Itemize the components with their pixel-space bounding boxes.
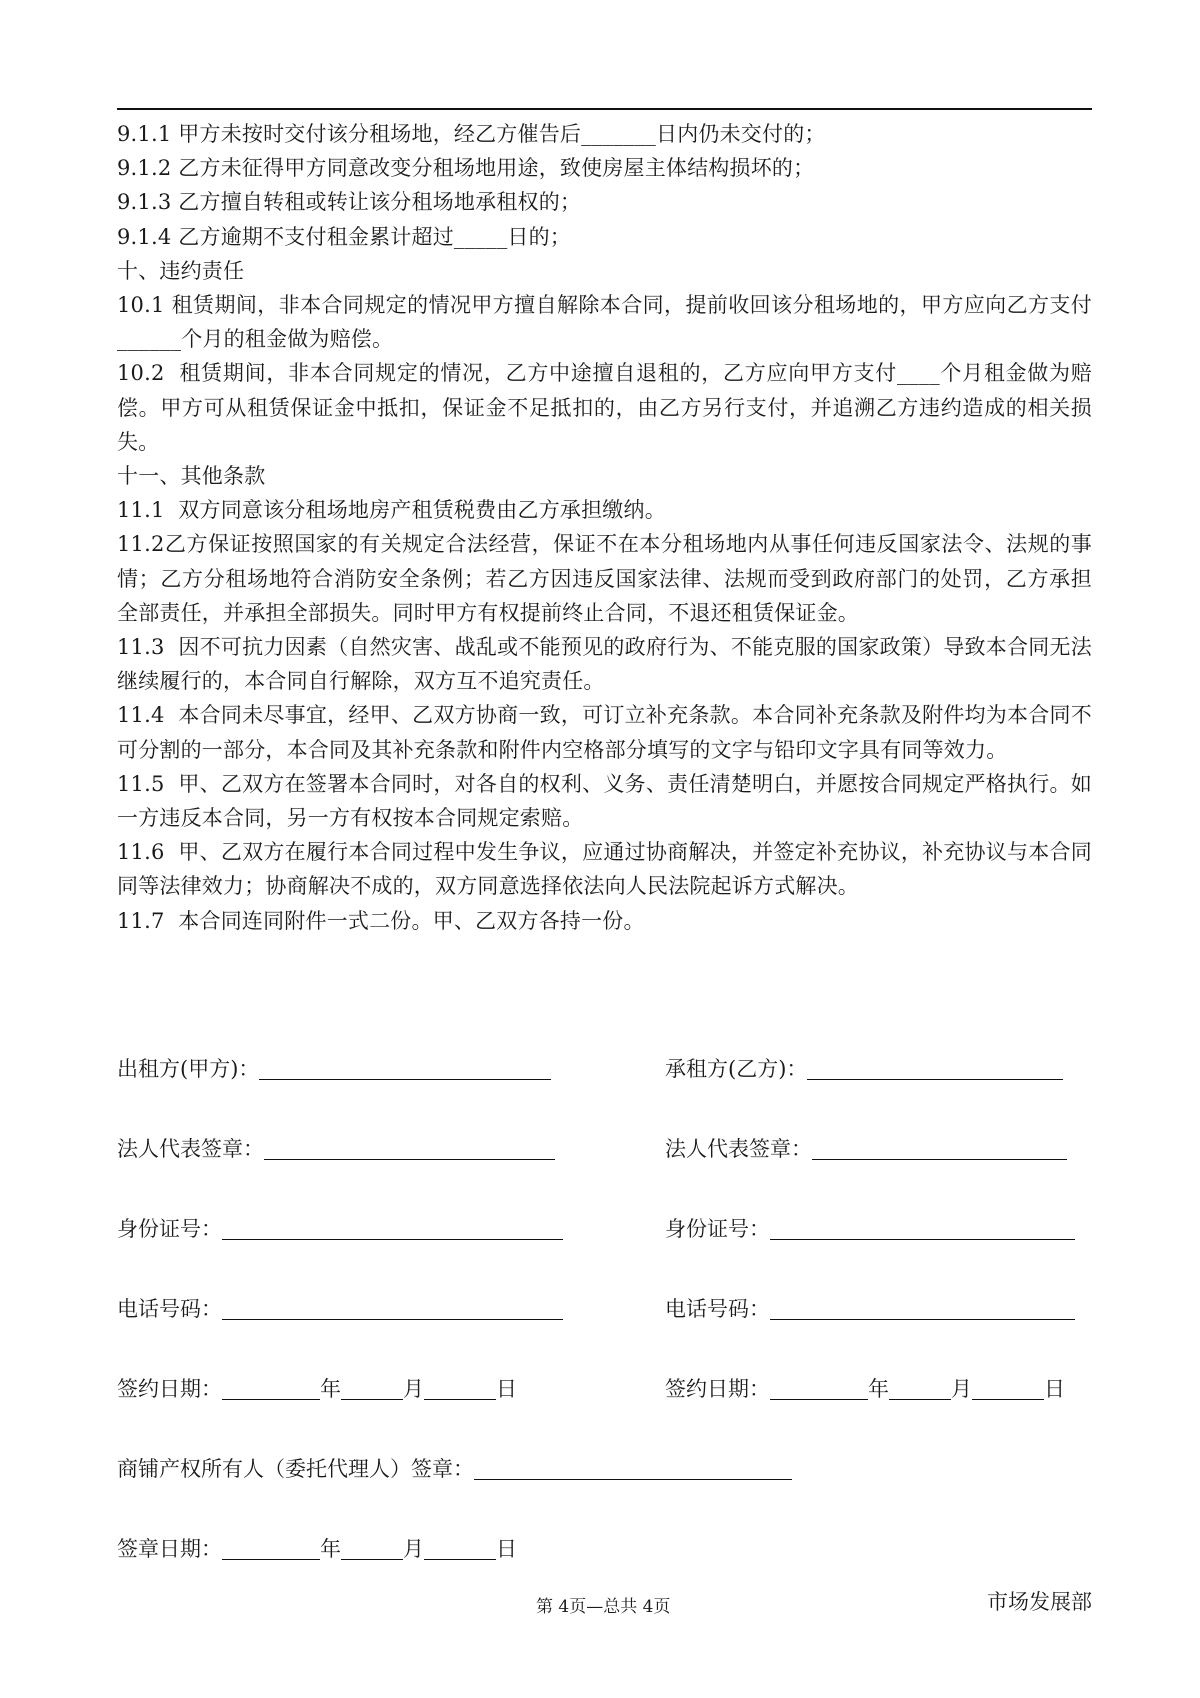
id-right-line[interactable] [770,1217,1075,1240]
seal-date-day-line[interactable] [424,1537,496,1560]
clause-11-3: 11.3 因不可抗力因素（自然灾害、战乱或不能预见的政府行为、不能克服的国家政策）导致本合同无法继续履行的，本合同自行解除，双方互不追究责任。 [117,635,1092,694]
header-rule [117,108,1092,110]
legal-rep-left-label: 法人代表签章： [117,1137,264,1161]
legal-rep-left-row [117,1134,555,1164]
id-right-row [665,1214,1075,1244]
owner-row [117,1454,792,1484]
legal-rep-right-line[interactable] [812,1137,1067,1160]
lessor-signature-line[interactable] [259,1057,551,1080]
phone-left-row [117,1294,563,1324]
year-label: 年 [320,1537,341,1561]
owner-signature-line[interactable] [474,1457,792,1480]
day-label: 日 [496,1377,517,1401]
sign-date-right-day-line[interactable] [972,1377,1044,1400]
clause-9-1-4: 9.1.4 乙方逾期不支付租金累计超过_____日的； [117,224,572,249]
section-heading-11: 十一、其他条款 [117,464,266,489]
owner-label: 商铺产权所有人（委托代理人）签章： [117,1457,474,1481]
id-left-line[interactable] [222,1217,563,1240]
legal-rep-right-row [665,1134,1067,1164]
seal-date-year-line[interactable] [222,1537,320,1560]
clause-11-7: 11.7 本合同连同附件一式二份。甲、乙双方各持一份。 [117,908,645,933]
clause-11-2: 11.2乙方保证按照国家的有关规定合法经营，保证不在本分租场地内从事任何违反国家法令、法规的事情；乙方分租场地符合消防安全条例；若乙方因违反国家法律、法规而受到政府部门的处罚，乙方承担全部责任，并承担全部损失。同时甲方有权提前终止合同，不退还租赁保证金。 [117,532,1092,625]
day-label: 日 [496,1537,517,1561]
month-label: 月 [403,1377,424,1401]
seal-date-row [117,1534,517,1564]
day-label: 日 [1044,1377,1065,1401]
id-left-label: 身份证号： [117,1217,222,1241]
phone-right-label: 电话号码： [665,1297,770,1321]
sign-date-right-row [665,1374,1065,1404]
contract-body [117,117,1092,938]
clause-11-4: 11.4 本合同未尽事宜，经甲、乙双方协商一致，可订立补充条款。本合同补充条款及附件均为本合同不可分割的一部分，本合同及其补充条款和附件内空格部分填写的文字与铅印文字具有同等效力。 [117,703,1092,762]
lessee-signature-line[interactable] [807,1057,1063,1080]
lessee-row [665,1054,1063,1084]
clause-11-5: 11.5 甲、乙双方在签署本合同时，对各自的权利、义务、责任清楚明白，并愿按合同规定严格执行。如一方违反本合同，另一方有权按本合同规定索赔。 [117,771,1092,831]
page-number: 第 4页—总共 4页 [536,1597,671,1617]
legal-rep-right-label: 法人代表签章： [665,1137,812,1161]
month-label: 月 [951,1377,972,1401]
sign-date-right-label: 签约日期： [665,1377,770,1401]
sign-date-left-year-line[interactable] [222,1377,320,1400]
year-label: 年 [868,1377,889,1401]
clause-10-2: 10.2 租赁期间，非本合同规定的情况，乙方中途擅自退租的，乙方应向甲方支付____个月租金做为赔偿。甲方可从租赁保证金中抵扣，保证金不足抵扣的，由乙方另行支付，并追溯乙方违约造成的相关损失。 [117,361,1092,454]
section-heading-10: 十、违约责任 [117,258,245,283]
lessor-label: 出租方(甲方)： [117,1057,260,1081]
seal-date-label: 签章日期： [117,1537,222,1561]
sign-date-left-month-line[interactable] [341,1377,403,1400]
clause-9-1-2: 9.1.2 乙方未征得甲方同意改变分租场地用途，致使房屋主体结构损坏的； [117,156,815,181]
year-label: 年 [320,1377,341,1401]
clause-9-1-3: 9.1.3 乙方擅自转租或转让该分租场地承租权的； [117,190,582,215]
clause-10-1: 10.1 租赁期间，非本合同规定的情况甲方擅自解除本合同，提前收回该分租场地的，甲方应向乙方支付______个月的租金做为赔偿。 [117,293,1092,352]
month-label: 月 [403,1537,424,1561]
seal-date-month-line[interactable] [341,1537,403,1560]
clause-9-1-1: 9.1.1 甲方未按时交付该分租场地，经乙方催告后_______日内仍未交付的； [117,122,826,146]
id-right-label: 身份证号： [665,1217,770,1241]
sign-date-left-label: 签约日期： [117,1377,222,1401]
clause-11-1: 11.1 双方同意该分租场地房产租赁税费由乙方承担缴纳。 [117,498,666,523]
sign-date-right-month-line[interactable] [889,1377,951,1400]
id-left-row [117,1214,563,1244]
clause-11-6: 11.6 甲、乙双方在履行本合同过程中发生争议，应通过协商解决，并签定补充协议，补充协议与本合同同等法律效力；协商解决不成的，双方同意选择依法向人民法院起诉方式解决。 [117,840,1092,899]
phone-right-row [665,1294,1075,1324]
legal-rep-left-line[interactable] [264,1137,555,1160]
phone-left-line[interactable] [222,1297,563,1320]
phone-right-line[interactable] [770,1297,1075,1320]
lessor-row [117,1054,551,1084]
lessee-label: 承租方(乙方)： [665,1057,808,1081]
department-label: 市场发展部 [987,1590,1092,1614]
sign-date-left-row [117,1374,517,1404]
sign-date-right-year-line[interactable] [770,1377,868,1400]
phone-left-label: 电话号码： [117,1297,222,1321]
sign-date-left-day-line[interactable] [424,1377,496,1400]
